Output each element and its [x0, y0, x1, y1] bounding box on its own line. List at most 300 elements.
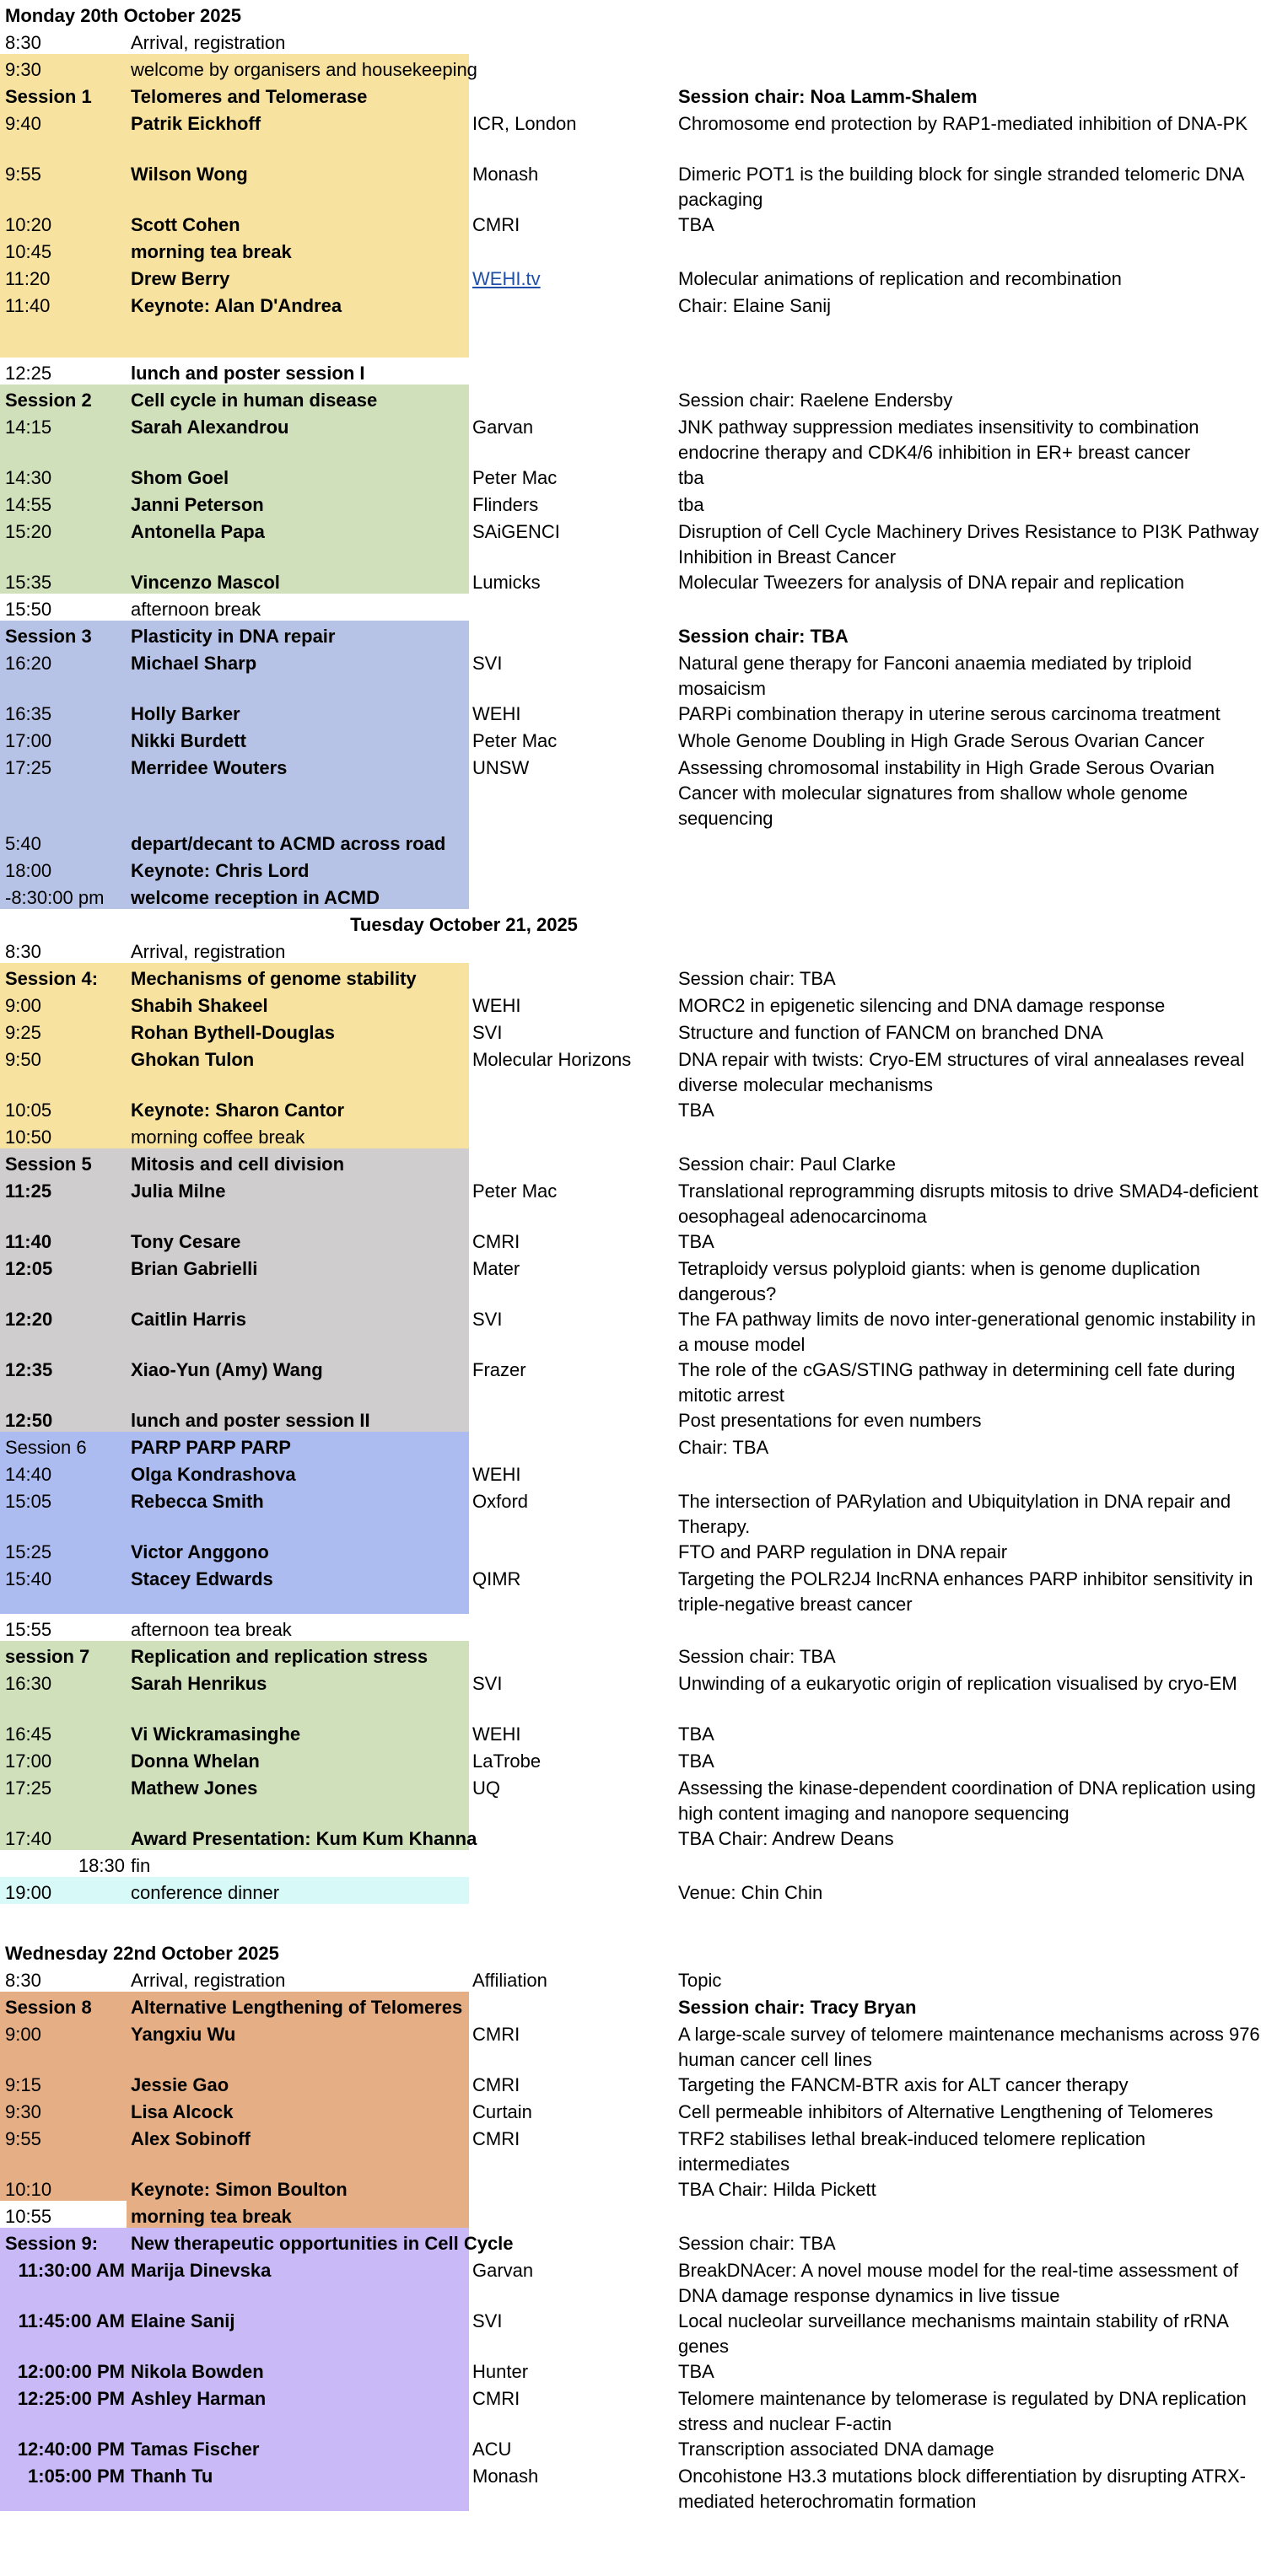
title-cell: Janni Peterson [131, 494, 264, 515]
schedule-row [0, 0, 1261, 27]
affiliation-cell: Peter Mac [472, 467, 558, 488]
title-cell: Arrival, registration [131, 1970, 286, 1991]
title-cell: morning tea break [131, 241, 292, 262]
time-cell: Session 9: [5, 2233, 99, 2254]
topic-cell: TRF2 stabilises lethal break-induced telomere replication intermediates [678, 2128, 1145, 2175]
topic-cell: Natural gene therapy for Fanconi anaemia mediated by triploid mosaicism [678, 653, 1193, 699]
affiliation-cell: UQ [472, 1777, 500, 1799]
title-cell: Marija Dinevska [131, 2260, 272, 2281]
title-cell: welcome reception in ACMD [131, 887, 380, 908]
affiliation-cell: SVI [472, 1673, 503, 1694]
topic-cell: Tetraploidy versus polyploid giants: when is genome duplication dangerous? [678, 1258, 1200, 1304]
day-title: Tuesday October 21, 2025 [350, 914, 578, 935]
schedule-row [0, 385, 1261, 411]
title-cell: Donna Whelan [131, 1750, 260, 1772]
affiliation-cell: SVI [472, 1022, 503, 1043]
topic-cell: Session chair: TBA [678, 2233, 836, 2254]
topic-cell: Transcription associated DNA damage [678, 2439, 994, 2460]
schedule-row [0, 1563, 1261, 1614]
affiliation-cell: CMRI [472, 214, 520, 235]
title-cell: lunch and poster session II [131, 1410, 370, 1431]
topic-cell: Structure and function of FANCM on branched DNA [678, 1022, 1103, 1043]
title-cell: Sarah Henrikus [131, 1673, 267, 1694]
time-cell: 12:25 [5, 363, 52, 384]
title-cell: Thanh Tu [131, 2466, 213, 2487]
schedule-row [0, 1459, 1261, 1486]
title-cell: Lisa Alcock [131, 2101, 234, 2122]
time-cell: 9:00 [5, 2024, 41, 2045]
schedule-row [0, 1094, 1261, 1121]
schedule-row [0, 1017, 1261, 1044]
topic-cell: PARPi combination therapy in uterine serous carcinoma treatment [678, 703, 1221, 724]
title-cell: Michael Sharp [131, 653, 257, 674]
title-cell: Victor Anggono [131, 1541, 269, 1562]
topic-cell: Session chair: Raelene Endersby [678, 390, 953, 411]
title-cell: Nikola Bowden [131, 2361, 264, 2382]
time-cell: 17:25 [5, 757, 52, 778]
schedule-row [0, 2383, 1261, 2433]
schedule-row [0, 936, 1261, 963]
title-cell: Vincenzo Mascol [131, 572, 280, 593]
time-cell: 5:40 [5, 833, 41, 854]
schedule-row [0, 2201, 1261, 2228]
title-cell: Patrik Eickhoff [131, 113, 261, 134]
affiliation-cell: Hunter [472, 2361, 529, 2382]
schedule-row [0, 1992, 1261, 2019]
title-cell: Plasticity in DNA repair [131, 626, 336, 647]
schedule-row [0, 1226, 1261, 1253]
title-cell: Ashley Harman [131, 2388, 267, 2409]
time-cell: 8:30 [5, 1970, 41, 1991]
affiliation-cell: Frazer [472, 1359, 526, 1380]
time-cell: Session 8 [5, 1997, 92, 2018]
time-cell: 9:30 [5, 2101, 41, 2122]
schedule-row [0, 1121, 1261, 1148]
time-cell: 10:50 [5, 1127, 52, 1148]
schedule-row [0, 828, 1261, 855]
time-cell: Session 4: [5, 968, 99, 989]
affiliation-cell: Garvan [472, 417, 534, 438]
schedule-row [0, 1904, 1261, 1938]
title-cell: Vi Wickramasinghe [131, 1724, 301, 1745]
schedule-row [0, 1745, 1261, 1772]
schedule-row [0, 698, 1261, 725]
time-cell: 8:30 [5, 32, 41, 53]
topic-cell: Local nucleolar surveillance mechanisms maintain stability of rRNA genes [678, 2310, 1228, 2357]
schedule-row [0, 594, 1261, 621]
schedule-row [0, 290, 1261, 358]
schedule-row [0, 54, 1261, 81]
affiliation-cell: Peter Mac [472, 1180, 558, 1202]
time-cell: 19:00 [5, 1882, 52, 1903]
time-cell: 11:45:00 AM [18, 2310, 125, 2331]
time-cell: 17:40 [5, 1828, 52, 1849]
title-cell: Elaine Sanij [131, 2310, 235, 2331]
link-wehi-tv[interactable]: WEHI.tv [472, 268, 541, 289]
title-cell: Scott Cohen [131, 214, 240, 235]
topic-cell: TBA Chair: Andrew Deans [678, 1828, 894, 1849]
day-title: Wednesday 22nd October 2025 [5, 1943, 279, 1964]
affiliation-cell: CMRI [472, 2128, 520, 2149]
title-cell: afternoon break [131, 599, 261, 620]
title-cell: Merridee Wouters [131, 757, 288, 778]
topic-cell: Cell permeable inhibitors of Alternative Lengthening of Telomeres [678, 2101, 1214, 2122]
affiliation-cell: UNSW [472, 757, 530, 778]
time-cell: Session 2 [5, 390, 92, 411]
time-cell: 14:30 [5, 467, 52, 488]
schedule-row [0, 1432, 1261, 1459]
affiliation-cell: CMRI [472, 2074, 520, 2095]
title-cell: Replication and replication stress [131, 1646, 428, 1667]
affiliation-cell: CMRI [472, 1231, 520, 1252]
schedule-row [0, 2069, 1261, 2096]
title-cell: Award Presentation: Kum Kum Khanna [131, 1828, 477, 1849]
affiliation-cell: WEHI [472, 703, 521, 724]
title-cell: Keynote: Alan D'Andrea [131, 295, 342, 316]
topic-cell: BreakDNAcer: A novel mouse model for the real-time assessment of DNA damage response dynamics in live tissue [678, 2260, 1238, 2306]
schedule-row [0, 1148, 1261, 1175]
time-cell: 9:55 [5, 2128, 41, 2149]
title-cell: Olga Kondrashova [131, 1464, 296, 1485]
topic-cell: Session chair: Noa Lamm-Shalem [678, 86, 978, 107]
schedule-row [0, 2096, 1261, 2123]
time-cell: 16:35 [5, 703, 52, 724]
schedule-row [0, 462, 1261, 489]
title-cell: New therapeutic opportunities in Cell Cycle [131, 2233, 514, 2254]
affiliation-cell: Monash [472, 164, 539, 185]
schedule-row [0, 2174, 1261, 2201]
time-cell: 11:30:00 AM [18, 2260, 125, 2281]
title-cell: Mechanisms of genome stability [131, 968, 417, 989]
schedule-row [0, 882, 1261, 909]
title-cell: Keynote: Chris Lord [131, 860, 310, 881]
time-cell: 9:40 [5, 113, 41, 134]
schedule-row [0, 1823, 1261, 1850]
time-cell: 17:00 [5, 730, 52, 751]
time-cell: 12:25:00 PM [17, 2388, 125, 2409]
affiliation-cell: ICR, London [472, 113, 577, 134]
time-cell: Session 3 [5, 626, 92, 647]
title-cell: PARP PARP PARP [131, 1437, 291, 1458]
title-cell: Yangxiu Wu [131, 2024, 236, 2045]
time-cell: 16:20 [5, 653, 52, 674]
schedule-row [0, 855, 1261, 882]
time-cell: 15:50 [5, 599, 52, 620]
time-cell: 12:05 [5, 1258, 53, 1279]
schedule-row [0, 909, 1261, 936]
affiliation-cell: SVI [472, 653, 503, 674]
topic-cell: Session chair: TBA [678, 1646, 836, 1667]
affiliation-cell: WEHI [472, 995, 521, 1016]
topic-cell: Session chair: TBA [678, 626, 849, 647]
title-cell: Keynote: Simon Boulton [131, 2179, 348, 2200]
affiliation-cell: Curtain [472, 2101, 532, 2122]
topic-cell: Dimeric POT1 is the building block for single stranded telomeric DNA packaging [678, 164, 1244, 210]
title-cell: depart/decant to ACMD across road [131, 833, 446, 854]
topic-cell: Oncohistone H3.3 mutations block differentiation by disrupting ATRX-mediated heterochromatin formation [678, 2466, 1246, 2512]
schedule-row [0, 411, 1261, 462]
schedule-row [0, 81, 1261, 108]
schedule-row [0, 1965, 1261, 1992]
topic-cell: TBA [678, 1100, 714, 1121]
time-cell: 9:50 [5, 1049, 41, 1070]
topic-cell: Telomere maintenance by telomerase is regulated by DNA replication stress and nuclear F-actin [678, 2388, 1247, 2434]
time-cell: 11:40 [5, 1231, 52, 1252]
time-cell: 1:05:00 PM [28, 2466, 125, 2487]
affiliation-cell: LaTrobe [472, 1750, 542, 1772]
schedule-row [0, 752, 1261, 828]
time-cell: 17:25 [5, 1777, 52, 1799]
affiliation-cell: Molecular Horizons [472, 1049, 632, 1070]
time-cell: Session 6 [5, 1437, 87, 1458]
schedule-row [0, 236, 1261, 263]
topic-cell: A large-scale survey of telomere maintenance mechanisms across 976 human cancer cell lines [678, 2024, 1260, 2070]
affiliation-cell: Lumicks [472, 572, 541, 593]
time-cell: Session 5 [5, 1154, 92, 1175]
topic-cell: Assessing chromosomal instability in High Grade Serous Ovarian Cancer with molecular signatures from shallow whole genome sequencing [678, 757, 1215, 829]
topic-cell: TBA [678, 2361, 714, 2382]
time-cell: 9:00 [5, 995, 41, 1016]
title-cell: Arrival, registration [131, 32, 286, 53]
schedule-row [0, 567, 1261, 594]
schedule-row [0, 1405, 1261, 1432]
time-cell: 10:55 [5, 2206, 52, 2227]
schedule-row [0, 263, 1261, 290]
schedule-row [0, 2433, 1261, 2460]
title-cell: Holly Barker [131, 703, 240, 724]
title-cell: Sarah Alexandrou [131, 417, 289, 438]
topic-cell: Topic [678, 1970, 722, 1991]
title-cell: Alternative Lengthening of Telomeres [131, 1997, 463, 2018]
time-cell: 15:05 [5, 1491, 52, 1512]
schedule-row [0, 1641, 1261, 1668]
schedule-row [0, 489, 1261, 516]
title-cell: Alex Sobinoff [131, 2128, 251, 2149]
title-cell: Stacey Edwards [131, 1568, 273, 1589]
title-cell: Telomeres and Telomerase [131, 86, 368, 107]
topic-cell: Session chair: TBA [678, 968, 836, 989]
time-cell: 11:40 [5, 295, 51, 316]
title-cell: Mathew Jones [131, 1777, 258, 1799]
affiliation-cell: CMRI [472, 2024, 520, 2045]
schedule-row [0, 1938, 1261, 1965]
time-cell: 10:20 [5, 214, 52, 235]
schedule-row [0, 621, 1261, 648]
time-cell: 9:15 [5, 2074, 41, 2095]
time-cell: 9:25 [5, 1022, 41, 1043]
schedule-row [0, 1486, 1261, 1536]
schedule-row [0, 2305, 1261, 2356]
time-cell: 9:55 [5, 164, 41, 185]
schedule-row [0, 1536, 1261, 1563]
title-cell: Keynote: Sharon Cantor [131, 1100, 345, 1121]
topic-cell: TBA [678, 1231, 714, 1252]
title-cell: Shabih Shakeel [131, 995, 268, 1016]
topic-cell: Chair: TBA [678, 1437, 769, 1458]
affiliation-cell: Mater [472, 1258, 520, 1279]
time-cell: 12:00:00 PM [17, 2361, 125, 2382]
topic-cell: tba [678, 467, 704, 488]
schedule-row [0, 358, 1261, 385]
title-cell: Wilson Wong [131, 164, 248, 185]
affiliation-cell: SVI [472, 1309, 503, 1330]
title-cell: morning tea break [131, 2206, 292, 2227]
topic-cell: Whole Genome Doubling in High Grade Serous Ovarian Cancer [678, 730, 1204, 751]
topic-cell: Chair: Elaine Sanij [678, 295, 831, 316]
title-cell: Ghokan Tulon [131, 1049, 255, 1070]
time-cell: 12:40:00 PM [17, 2439, 125, 2460]
time-cell: 14:15 [5, 417, 52, 438]
title-cell: Arrival, registration [131, 941, 286, 962]
schedule-row [0, 1772, 1261, 1823]
topic-cell: Assessing the kinase-dependent coordination of DNA replication using high content imaging and nanopore sequencing [678, 1777, 1256, 1824]
schedule-row [0, 159, 1261, 209]
title-cell: Rebecca Smith [131, 1491, 264, 1512]
topic-cell: The FA pathway limits de novo inter-generational genomic instability in a mouse model [678, 1309, 1256, 1355]
title-cell: Shom Goel [131, 467, 229, 488]
schedule-row [0, 990, 1261, 1017]
affiliation-cell: CMRI [472, 2388, 520, 2409]
schedule-row [0, 1668, 1261, 1718]
title-cell: morning coffee break [131, 1127, 305, 1148]
topic-cell: TBA [678, 1750, 714, 1772]
schedule-row [0, 1304, 1261, 1354]
time-cell: 17:00 [5, 1750, 52, 1772]
title-cell: welcome by organisers and housekeeping [131, 59, 477, 80]
topic-cell: MORC2 in epigenetic silencing and DNA damage response [678, 995, 1166, 1016]
title-cell: Brian Gabrielli [131, 1258, 258, 1279]
title-cell: Rohan Bythell-Douglas [131, 1022, 336, 1043]
affiliation-cell: Peter Mac [472, 730, 558, 751]
time-cell: 11:20 [5, 268, 51, 289]
day-title: Monday 20th October 2025 [5, 5, 241, 26]
affiliation-cell: Affiliation [472, 1970, 547, 1991]
schedule-row [0, 2123, 1261, 2174]
topic-cell: Venue: Chin Chin [678, 1882, 823, 1903]
topic-cell: Session chair: Paul Clarke [678, 1154, 897, 1175]
schedule-row [0, 1850, 1261, 1877]
title-cell: Tony Cesare [131, 1231, 241, 1252]
time-cell: 18:30 [78, 1855, 125, 1876]
title-cell: Tamas Fischer [131, 2439, 260, 2460]
time-cell: session 7 [5, 1646, 90, 1667]
title-cell: fin [131, 1855, 151, 1876]
schedule-row [0, 2255, 1261, 2305]
schedule-row [0, 963, 1261, 990]
topic-cell: DNA repair with twists: Cryo-EM structures of viral annealases reveal diverse molecular mechanisms [678, 1049, 1245, 1095]
title-cell: lunch and poster session I [131, 363, 365, 384]
time-cell: -8:30:00 pm [5, 887, 105, 908]
title-cell: conference dinner [131, 1882, 280, 1903]
topic-cell: TBA [678, 1724, 714, 1745]
title-cell: Caitlin Harris [131, 1309, 246, 1330]
topic-cell: TBA Chair: Hilda Pickett [678, 2179, 876, 2200]
schedule-row [0, 1718, 1261, 1745]
time-cell: 15:35 [5, 572, 52, 593]
topic-cell: Translational reprogramming disrupts mitosis to drive SMAD4-deficient oesophageal adenocarcinoma [678, 1180, 1258, 1227]
topic-cell: Post presentations for even numbers [678, 1410, 982, 1431]
time-cell: 10:10 [5, 2179, 52, 2200]
affiliation-cell: Flinders [472, 494, 539, 515]
title-cell: Xiao-Yun (Amy) Wang [131, 1359, 323, 1380]
schedule-row [0, 2356, 1261, 2383]
topic-cell: Targeting the POLR2J4 lncRNA enhances PARP inhibitor sensitivity in triple-negative breast cancer [678, 1568, 1253, 1615]
topic-cell: Targeting the FANCM-BTR axis for ALT cancer therapy [678, 2074, 1129, 2095]
topic-cell: tba [678, 494, 704, 515]
title-cell: Mitosis and cell division [131, 1154, 345, 1175]
schedule-row [0, 725, 1261, 752]
affiliation-cell: ACU [472, 2439, 512, 2460]
topic-cell: JNK pathway suppression mediates insensitivity to combination endocrine therapy and CDK4/6 inhibition in ER+ breast cancer [678, 417, 1199, 463]
schedule-row [0, 516, 1261, 567]
schedule-row [0, 2228, 1261, 2255]
affiliation-cell: Garvan [472, 2260, 534, 2281]
title-cell: Julia Milne [131, 1180, 226, 1202]
time-cell: 18:00 [5, 860, 52, 881]
schedule-row [0, 648, 1261, 698]
time-cell: 9:30 [5, 59, 41, 80]
topic-cell: The intersection of PARylation and Ubiquitylation in DNA repair and Therapy. [678, 1491, 1231, 1537]
time-cell: 14:40 [5, 1464, 52, 1485]
schedule-row [0, 1614, 1261, 1641]
affiliation-cell: WEHI [472, 1464, 521, 1485]
title-cell: Drew Berry [131, 268, 230, 289]
time-cell: 15:55 [5, 1619, 52, 1640]
schedule-row [0, 27, 1261, 54]
topic-cell: FTO and PARP regulation in DNA repair [678, 1541, 1008, 1562]
schedule-row [0, 2460, 1261, 2511]
time-cell: Session 1 [5, 86, 92, 107]
topic-cell: TBA [678, 214, 714, 235]
topic-cell: Molecular Tweezers for analysis of DNA repair and replication [678, 572, 1184, 593]
affiliation-cell: SVI [472, 2310, 503, 2331]
title-cell: Jessie Gao [131, 2074, 229, 2095]
topic-cell: Unwinding of a eukaryotic origin of replication visualised by cryo-EM [678, 1673, 1237, 1694]
time-cell: 16:45 [5, 1724, 52, 1745]
time-cell: 12:35 [5, 1359, 53, 1380]
topic-cell: The role of the cGAS/STING pathway in determining cell fate during mitotic arrest [678, 1359, 1236, 1406]
title-cell: Cell cycle in human disease [131, 390, 378, 411]
time-cell: 15:25 [5, 1541, 52, 1562]
topic-cell: Molecular animations of replication and recombination [678, 268, 1122, 289]
time-cell: 12:20 [5, 1309, 53, 1330]
affiliation-cell: Monash [472, 2466, 539, 2487]
title-cell: Nikki Burdett [131, 730, 246, 751]
schedule-row [0, 1175, 1261, 1226]
affiliation-cell: SAiGENCI [472, 521, 560, 542]
time-cell: 10:45 [5, 241, 52, 262]
time-cell: 16:30 [5, 1673, 52, 1694]
time-cell: 8:30 [5, 941, 41, 962]
time-cell: 11:25 [5, 1180, 52, 1202]
schedule-row [0, 1877, 1261, 1904]
schedule-row [0, 1044, 1261, 1094]
time-cell: 15:40 [5, 1568, 52, 1589]
schedule-row [0, 108, 1261, 159]
affiliation-cell: QIMR [472, 1568, 521, 1589]
time-cell: 10:05 [5, 1100, 52, 1121]
schedule-row [0, 1354, 1261, 1405]
schedule-row [0, 1253, 1261, 1304]
schedule-row [0, 209, 1261, 236]
topic-cell: Disruption of Cell Cycle Machinery Drives Resistance to PI3K Pathway Inhibition in Breast Cancer [678, 521, 1259, 567]
affiliation-cell: WEHI [472, 1724, 521, 1745]
schedule-row [0, 2019, 1261, 2069]
time-cell: 15:20 [5, 521, 52, 542]
title-cell: Antonella Papa [131, 521, 265, 542]
time-cell: 12:50 [5, 1410, 53, 1431]
title-cell: afternoon tea break [131, 1619, 292, 1640]
